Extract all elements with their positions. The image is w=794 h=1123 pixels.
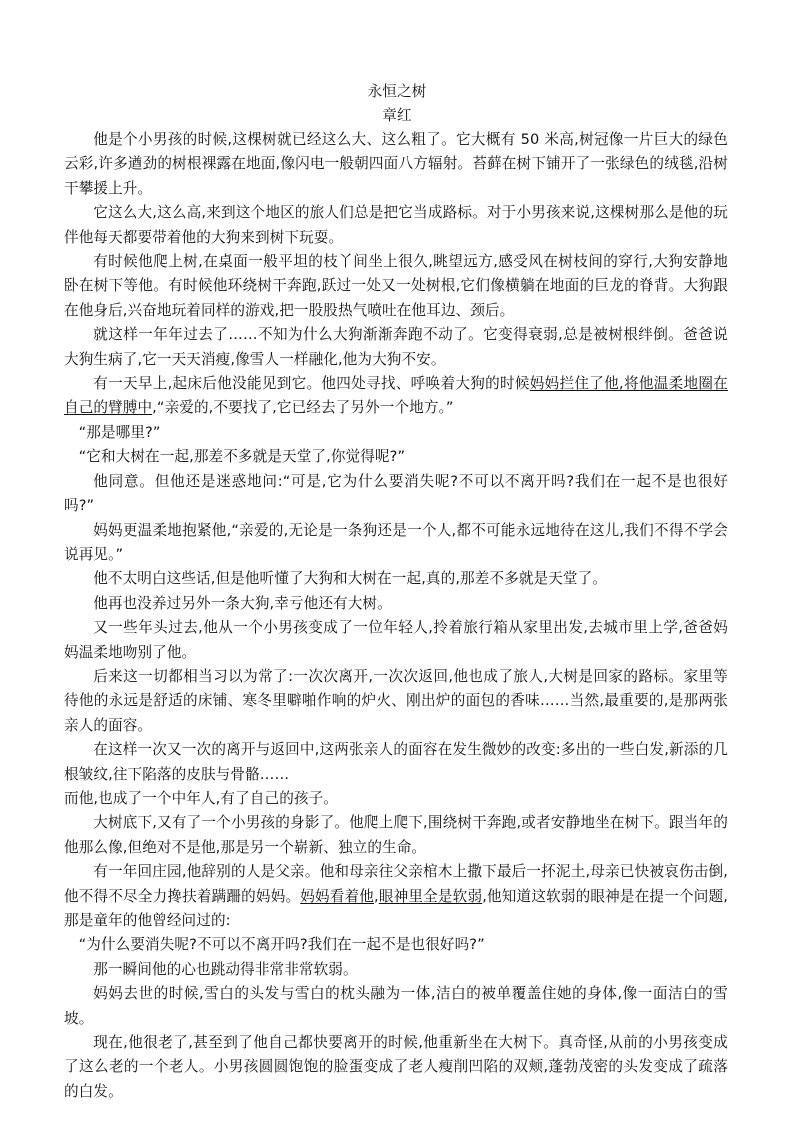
article-body: [64, 128, 728, 1104]
paragraph-text: “那是哪里?”: [78, 423, 161, 441]
paragraph-text: ,他知道这软弱的眼神是在提一个问题,那是童年的他曾经问过的:: [64, 887, 728, 929]
paragraph-text: 后来这一切都相当习以为常了:一次次离开,一次次返回,他也成了旅人,大树是回家的路标。家里等待他的永远是舒适的床铺、寒冬里噼啪作响的炉火、刚出炉的面包的香味……当然,最重要的,是那两张亲人的面容。: [64, 667, 728, 734]
paragraph: [64, 592, 728, 616]
paragraph-text: 他是个小男孩的时候,这棵树就已经这么大、这么粗了。它大概有 50 米高,树冠像一片巨大的绿色云彩,许多遒劲的树根裸露在地面,像闪电一般朝四面八方辐射。苔藓在树下铺开了一张绿色的绒毯,沿树干攀援上升。: [64, 131, 728, 197]
underlined-text: 眼神里全是软弱: [378, 887, 483, 905]
paragraph: [64, 982, 728, 1031]
paragraph-text: 它这么大,这么高,来到这个地区的旅人们总是把它当成路标。对于小男孩来说,这棵树那么是他的玩伴他每天都要带着他的大狗来到树下玩耍。: [64, 204, 728, 246]
paragraph: [64, 421, 728, 445]
paragraph-text: ,: [374, 887, 379, 905]
document-title: 永恒之树: [367, 83, 427, 100]
paragraph: [64, 372, 728, 421]
paragraph-text: 有时候他爬上树,在桌面一般平坦的枝丫间坐上很久,眺望远方,感受风在树枝间的穿行,大狗安静地卧在树下等他。有时候他环绕树干奔跑,跃过一处又一处树根,它们像横躺在地面的巨龙的脊背。大狗跟在他身后,兴奋地玩着同样的游戏,把一股股热气喷吐在他耳边、颈后。: [64, 253, 728, 319]
paragraph-text: 他同意。但他还是迷惑地问:“可是,它为什么要消失呢?不可以不离开吗?我们在一起不是也很好吗?”: [64, 472, 728, 515]
paragraph: [64, 323, 728, 372]
paragraph: [64, 860, 728, 933]
paragraph: [64, 250, 728, 323]
paragraph-text: 有一天早上,起床后他没能见到它。他四处寻找、呼唤着大狗的时候: [93, 375, 530, 393]
paragraph: [64, 811, 728, 860]
paragraph-text: “为什么要消失呢?不可以不离开吗?我们在一起不是也很好吗?”: [78, 936, 485, 954]
paragraph: [64, 958, 728, 982]
paragraph: [64, 787, 728, 811]
paragraph: [64, 1031, 728, 1104]
paragraph: [64, 567, 728, 591]
paragraph: [64, 616, 728, 665]
paragraph: [64, 445, 728, 469]
paragraph-text: 而他,也成了一个中年人,有了自己的孩子。: [64, 789, 338, 807]
paragraph-text: 那一瞬间他的心也跳动得非常非常软弱。: [93, 960, 358, 978]
underlined-text: 妈妈看着他: [300, 887, 375, 905]
paragraph-text: 大树底下,又有了一个小男孩的身影了。他爬上爬下,围绕树干奔跑,或者安静地坐在树下。跟当年的他那么像,但绝对不是他,那是另一个崭新、独立的生命。: [64, 814, 728, 856]
paragraph: [64, 933, 728, 957]
paragraph: [64, 470, 728, 519]
paragraph-text: 就这样一年年过去了……不知为什么大狗渐渐奔跑不动了。它变得衰弱,总是被树根绊倒。爸爸说大狗生病了,它一天天消瘦,像雪人一样融化,他为大狗不安。: [64, 326, 728, 368]
underlined-text: 妈妈拦住了他,将他温柔地圈在自己的臂膊中: [64, 375, 728, 417]
paragraph-text: “它和大树在一起,那差不多就是天堂了,你觉得呢?”: [78, 448, 406, 466]
paragraph: [64, 665, 728, 738]
paragraph-text: 有一年回庄园,他辞别的人是父亲。他和母亲往父亲棺木上撒下最后一抔泥土,母亲已快被哀伤击倒,他不得不尽全力搀扶着蹒跚的妈妈。: [64, 863, 728, 905]
paragraph-text: 在这样一次又一次的离开与返回中,这两张亲人的面容在发生微妙的改变:多出的一些白发,新添的几根皱纹,往下陷落的皮肤与骨骼……: [64, 741, 728, 783]
paragraph: [64, 201, 728, 250]
paragraph-text: ,“亲爱的,不要找了,它已经去了另外一个地方。”: [152, 399, 454, 417]
paragraph-text: 又一些年头过去,他从一个小男孩变成了一位年轻人,拎着旅行箱从家里出发,去城市里上学,爸爸妈妈温柔地吻别了他。: [64, 619, 728, 661]
paragraph-text: 妈妈更温柔地抱紧他,“亲爱的,无论是一条狗还是一个人,都不可能永远地待在这儿,我们不得不学会说再见。”: [64, 521, 728, 563]
paragraph: [64, 738, 728, 787]
paragraph-text: 他不太明白这些话,但是他听懂了大狗和大树在一起,真的,那差不多就是天堂了。: [93, 570, 607, 588]
paragraph: [64, 519, 728, 568]
paragraph-text: 他再也没养过另外一条大狗,幸亏他还有大树。: [93, 594, 392, 612]
paragraph: [64, 128, 728, 201]
paragraph-text: 妈妈去世的时候,雪白的头发与雪白的枕头融为一体,洁白的被单覆盖住她的身体,像一面洁白的雪坡。: [64, 985, 728, 1027]
author-name: 章红: [382, 107, 412, 124]
paragraph-text: 现在,他很老了,甚至到了他自己都快要离开的时候,他重新坐在大树下。真奇怪,从前的小男孩变成了这么老的一个老人。小男孩圆圆饱饱的脸蛋变成了老人瘦削凹陷的双颊,蓬勃茂密的头发变成了疏落的白发。: [64, 1034, 728, 1100]
